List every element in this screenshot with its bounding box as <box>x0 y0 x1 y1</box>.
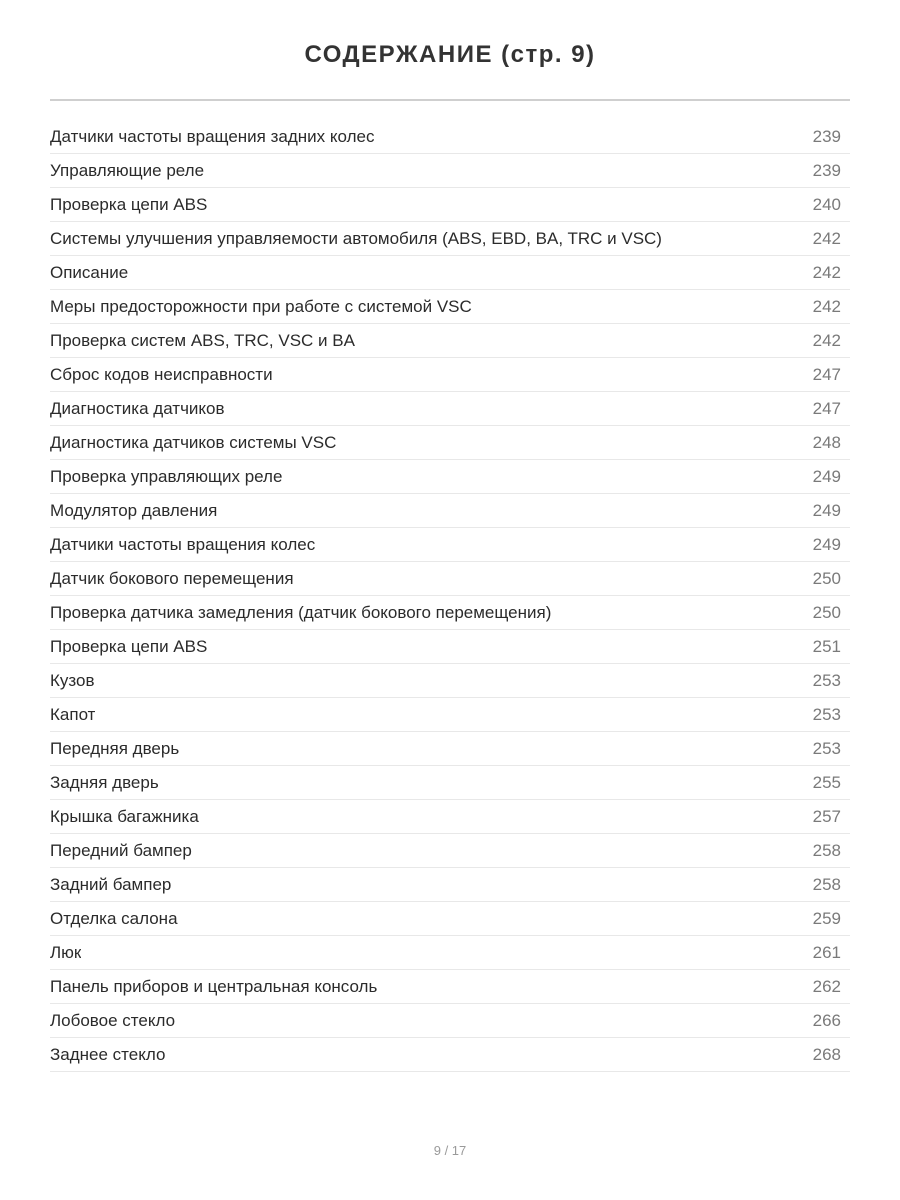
toc-entry[interactable] <box>50 936 850 970</box>
toc-entry-page: 239 <box>812 160 841 180</box>
toc-entry[interactable] <box>50 154 850 188</box>
toc-entry-page: 251 <box>812 636 841 656</box>
toc-entry-label: Отделка салона <box>50 908 178 928</box>
toc-entry[interactable] <box>50 1038 850 1072</box>
toc-entry-label: Датчики частоты вращения колес <box>50 534 316 554</box>
toc-entry-label: Системы улучшения управляемости автомобиля (ABS, EBD, BA, TRC и VSC) <box>50 228 662 248</box>
toc-entry-page: 253 <box>812 670 841 690</box>
toc-entry-page: 258 <box>812 840 841 860</box>
toc-entry-page: 253 <box>812 738 841 758</box>
toc-entry-page: 262 <box>812 976 841 996</box>
toc-entry-label: Задняя дверь <box>50 772 159 792</box>
toc-entry-label: Крышка багажника <box>50 806 199 826</box>
toc-entry-label: Сброс кодов неисправности <box>50 364 273 384</box>
toc-entry-page: 250 <box>812 568 841 588</box>
page-title: СОДЕРЖАНИЕ (стр. 9) <box>304 41 596 68</box>
toc-entry-page: 239 <box>812 126 841 146</box>
toc-entry-label: Кузов <box>50 670 95 690</box>
toc-entry-page: 242 <box>812 296 841 316</box>
toc-entry[interactable] <box>50 1004 850 1038</box>
toc-entry-label: Задний бампер <box>50 874 172 894</box>
toc-entry-label: Лобовое стекло <box>50 1010 176 1030</box>
toc-entry-label: Панель приборов и центральная консоль <box>50 976 378 996</box>
toc-entry[interactable] <box>50 868 850 902</box>
toc-entry[interactable] <box>50 970 850 1004</box>
toc-entry[interactable] <box>50 800 850 834</box>
toc-entry-page: 248 <box>812 432 841 452</box>
toc-entry[interactable] <box>50 324 850 358</box>
toc-entry-label: Меры предосторожности при работе с системой VSC <box>50 296 472 316</box>
toc-entry-label: Капот <box>50 704 96 724</box>
toc-entry[interactable] <box>50 426 850 460</box>
toc-entry[interactable] <box>50 630 850 664</box>
toc-entry-label: Диагностика датчиков системы VSC <box>50 432 337 452</box>
toc-entry[interactable] <box>50 596 850 630</box>
toc-entry-page: 255 <box>812 772 841 792</box>
toc-entry[interactable] <box>50 834 850 868</box>
toc-entry[interactable] <box>50 494 850 528</box>
toc-entry[interactable] <box>50 222 850 256</box>
toc-entry-page: 249 <box>812 534 841 554</box>
toc-entry[interactable] <box>50 664 850 698</box>
toc-entry-page: 247 <box>812 364 841 384</box>
toc-entry-page: 266 <box>812 1010 841 1030</box>
toc-entry-label: Датчики частоты вращения задних колес <box>50 126 375 146</box>
toc-entry[interactable] <box>50 562 850 596</box>
toc-entry-page: 268 <box>812 1044 841 1064</box>
toc-entry[interactable] <box>50 766 850 800</box>
toc-entry-page: 242 <box>812 228 841 248</box>
toc-entry-page: 250 <box>812 602 841 622</box>
toc-entry-label: Управляющие реле <box>50 160 205 180</box>
toc-entry[interactable] <box>50 732 850 766</box>
toc-entry-label: Проверка датчика замедления (датчик бокового перемещения) <box>50 602 552 622</box>
toc-entry[interactable] <box>50 902 850 936</box>
toc-entry-label: Проверка управляющих реле <box>50 466 283 486</box>
toc-entry[interactable] <box>50 392 850 426</box>
toc-entry[interactable] <box>50 358 850 392</box>
toc-list <box>50 120 850 1072</box>
toc-entry[interactable] <box>50 256 850 290</box>
toc-entry-page: 258 <box>812 874 841 894</box>
toc-entry-page: 261 <box>812 942 841 962</box>
toc-entry[interactable] <box>50 188 850 222</box>
toc-entry-label: Датчик бокового перемещения <box>50 568 294 588</box>
title-divider <box>50 99 850 101</box>
toc-entry-page: 240 <box>812 194 841 214</box>
toc-entry-page: 247 <box>812 398 841 418</box>
toc-entry-label: Описание <box>50 262 129 282</box>
toc-entry-page: 249 <box>812 466 841 486</box>
toc-entry-page: 242 <box>812 262 841 282</box>
page-pagination: 9 / 17 <box>433 1143 467 1158</box>
toc-entry-page: 259 <box>812 908 841 928</box>
toc-entry-page: 257 <box>812 806 841 826</box>
toc-entry-label: Передняя дверь <box>50 738 180 758</box>
toc-entry[interactable] <box>50 528 850 562</box>
toc-entry-label: Люк <box>50 942 82 962</box>
toc-entry-label: Проверка систем ABS, TRC, VSC и BA <box>50 330 355 350</box>
toc-entry-label: Передний бампер <box>50 840 192 860</box>
toc-entry-label: Проверка цепи ABS <box>50 636 208 656</box>
toc-entry-page: 249 <box>812 500 841 520</box>
toc-entry-page: 242 <box>812 330 841 350</box>
toc-entry-label: Заднее стекло <box>50 1044 166 1064</box>
toc-entry-label: Модулятор давления <box>50 500 218 520</box>
toc-entry[interactable] <box>50 120 850 154</box>
toc-entry[interactable] <box>50 290 850 324</box>
toc-entry-label: Диагностика датчиков <box>50 398 225 418</box>
toc-entry[interactable] <box>50 698 850 732</box>
toc-entry[interactable] <box>50 460 850 494</box>
toc-entry-label: Проверка цепи ABS <box>50 194 208 214</box>
toc-entry-page: 253 <box>812 704 841 724</box>
